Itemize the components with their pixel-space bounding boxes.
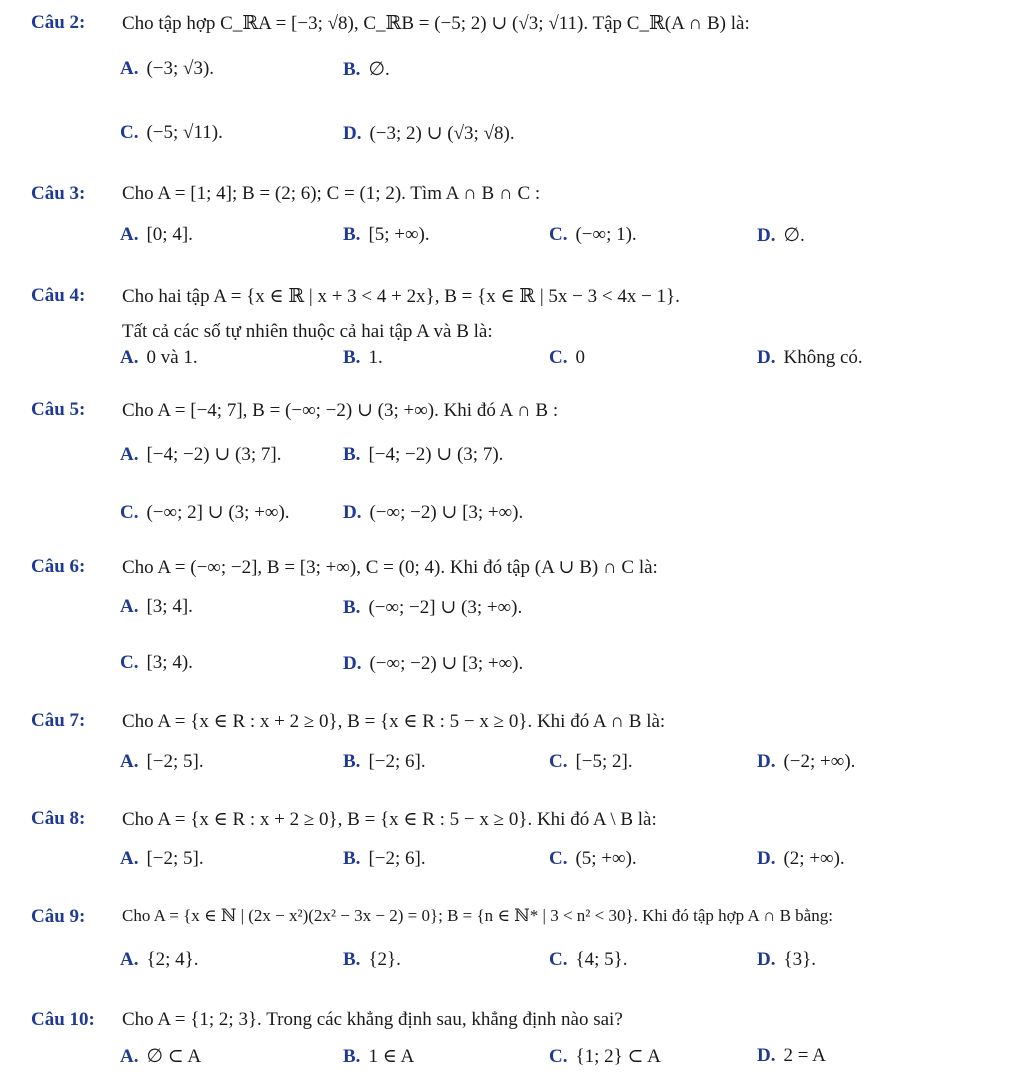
option-key: D.: [757, 949, 776, 970]
option-text: {1; 2} ⊂ A: [575, 1046, 661, 1067]
option-text: [−2; 6].: [368, 848, 426, 869]
option-text: {3}.: [783, 949, 816, 970]
option-key: B.: [343, 347, 361, 368]
question-label: Câu 3:: [31, 183, 86, 204]
option-text: [−4; −2) ∪ (3; 7].: [146, 444, 282, 465]
option-b[interactable]: [343, 347, 383, 369]
option-c[interactable]: [549, 751, 633, 773]
option-a[interactable]: [120, 949, 199, 971]
option-key: B.: [343, 444, 361, 465]
option-d[interactable]: [343, 501, 523, 524]
option-b[interactable]: [343, 58, 390, 81]
option-c[interactable]: [549, 1045, 661, 1068]
option-text: (−∞; 1).: [575, 224, 637, 245]
option-key: B.: [343, 1046, 361, 1067]
option-c[interactable]: [120, 501, 290, 524]
option-text: (−2; +∞).: [783, 751, 856, 772]
option-text: (5; +∞).: [575, 848, 637, 869]
question-label: Câu 10:: [31, 1009, 95, 1030]
option-key: C.: [120, 502, 139, 523]
option-key: C.: [549, 848, 568, 869]
option-key: B.: [343, 224, 361, 245]
option-b[interactable]: [343, 224, 430, 246]
option-key: A.: [120, 224, 139, 245]
option-key: B.: [343, 597, 361, 618]
option-text: 0 và 1.: [146, 347, 198, 368]
option-b[interactable]: [343, 596, 522, 619]
option-text: [0; 4].: [146, 224, 193, 245]
option-a[interactable]: [120, 443, 281, 466]
option-d[interactable]: [757, 224, 805, 247]
option-c[interactable]: [549, 848, 637, 870]
option-key: C.: [549, 949, 568, 970]
option-key: D.: [757, 848, 776, 869]
question-label: Câu 4:: [31, 285, 86, 306]
option-key: D.: [757, 1045, 776, 1066]
option-text: 1 ∈ A: [368, 1046, 415, 1067]
option-key: B.: [343, 751, 361, 772]
question-label: Câu 6:: [31, 556, 86, 577]
option-key: A.: [120, 347, 139, 368]
option-a[interactable]: [120, 751, 204, 773]
question-label: Câu 2:: [31, 12, 86, 33]
question-label: Câu 7:: [31, 710, 86, 731]
question-stem: Cho A = {x ∈ R : x + 2 ≥ 0}, B = {x ∈ R : 5 − x ≥ 0}. Khi đó A ∩ B là:: [122, 711, 666, 732]
option-text: (−∞; −2] ∪ (3; +∞).: [368, 597, 523, 618]
option-key: A.: [120, 949, 139, 970]
question-stem: Cho hai tập A = {x ∈ ℝ | x + 3 < 4 + 2x}, B = {x ∈ ℝ | 5x − 3 < 4x − 1}.: [122, 286, 680, 307]
option-c[interactable]: [549, 949, 628, 971]
option-key: A.: [120, 1046, 139, 1067]
option-text: [3; 4).: [146, 652, 193, 673]
option-key: C.: [549, 751, 568, 772]
option-a[interactable]: [120, 58, 214, 80]
option-a[interactable]: [120, 848, 204, 870]
option-c[interactable]: [120, 652, 193, 674]
option-text: [−4; −2) ∪ (3; 7).: [368, 444, 504, 465]
option-d[interactable]: [757, 1045, 826, 1067]
option-key: A.: [120, 58, 139, 79]
option-c[interactable]: [120, 122, 223, 144]
option-text: (−∞; −2) ∪ [3; +∞).: [369, 502, 524, 523]
option-key: D.: [757, 751, 776, 772]
question-label: Câu 9:: [31, 906, 86, 927]
question-label: Câu 5:: [31, 399, 86, 420]
option-key: C.: [549, 1046, 568, 1067]
option-text: (−∞; −2) ∪ [3; +∞).: [369, 653, 524, 674]
option-key: A.: [120, 751, 139, 772]
option-key: A.: [120, 848, 139, 869]
option-key: A.: [120, 596, 139, 617]
option-key: D.: [343, 653, 362, 674]
option-text: (−3; √3).: [146, 58, 215, 79]
question-stem: Cho A = [−4; 7], B = (−∞; −2) ∪ (3; +∞). Khi đó A ∩ B :: [122, 400, 559, 421]
option-text: ∅.: [783, 225, 805, 246]
option-text: [−2; 6].: [368, 751, 426, 772]
option-d[interactable]: [343, 652, 523, 675]
option-key: B.: [343, 848, 361, 869]
option-key: D.: [757, 347, 776, 368]
question-stem: Cho A = {1; 2; 3}. Trong các khẳng định sau, khẳng định nào sai?: [122, 1009, 623, 1030]
option-text: {2; 4}.: [146, 949, 199, 970]
option-c[interactable]: [549, 224, 637, 246]
option-b[interactable]: [343, 443, 503, 466]
option-text: 1.: [368, 347, 383, 368]
option-text: {4; 5}.: [575, 949, 628, 970]
option-text: {2}.: [368, 949, 401, 970]
option-key: C.: [549, 347, 568, 368]
option-text: ∅.: [368, 59, 390, 80]
option-text: 2 = A: [783, 1045, 826, 1066]
option-text: [−2; 5].: [146, 848, 204, 869]
option-text: [−5; 2].: [575, 751, 633, 772]
option-text: (2; +∞).: [783, 848, 845, 869]
option-key: C.: [549, 224, 568, 245]
option-key: D.: [343, 123, 362, 144]
option-text: 0: [575, 347, 585, 368]
option-b[interactable]: [343, 949, 401, 971]
option-d[interactable]: [343, 122, 515, 145]
question-stem: Cho A = [1; 4]; B = (2; 6); C = (1; 2). Tìm A ∩ B ∩ C :: [122, 183, 541, 204]
option-a[interactable]: [120, 224, 193, 246]
option-a[interactable]: [120, 1045, 201, 1068]
option-text: (−∞; 2] ∪ (3; +∞).: [146, 502, 290, 523]
option-b[interactable]: [343, 751, 426, 773]
option-key: D.: [757, 225, 776, 246]
question-stem-line-2: Tất cả các số tự nhiên thuộc cả hai tập A và B là:: [122, 321, 493, 342]
option-text: [3; 4].: [146, 596, 193, 617]
option-text: (−3; 2) ∪ (√3; √8).: [369, 123, 515, 144]
option-key: C.: [120, 652, 139, 673]
question-stem: Cho A = {x ∈ R : x + 2 ≥ 0}, B = {x ∈ R : 5 − x ≥ 0}. Khi đó A \ B là:: [122, 809, 657, 830]
option-key: D.: [343, 502, 362, 523]
option-d[interactable]: [757, 848, 845, 870]
option-b[interactable]: [343, 848, 426, 870]
question-stem: Cho A = {x ∈ ℕ | (2x − x²)(2x² − 3x − 2) = 0}; B = {n ∈ ℕ* | 3 < n² < 30}. Khi đó tập hợp A ∩ B bằng:: [122, 906, 833, 925]
option-text: (−5; √11).: [146, 122, 223, 143]
option-key: A.: [120, 444, 139, 465]
option-d[interactable]: [757, 347, 863, 369]
question-stem: Cho tập hợp C_ℝA = [−3; √8), C_ℝB = (−5; 2) ∪ (√3; √11). Tập C_ℝ(A ∩ B) là:: [122, 13, 750, 34]
option-key: B.: [343, 949, 361, 970]
question-label: Câu 8:: [31, 808, 86, 829]
question-stem: Cho A = (−∞; −2], B = [3; +∞), C = (0; 4). Khi đó tập (A ∪ B) ∩ C là:: [122, 557, 658, 578]
option-text: [−2; 5].: [146, 751, 204, 772]
option-text: ∅ ⊂ A: [146, 1046, 202, 1067]
option-text: [5; +∞).: [368, 224, 430, 245]
option-d[interactable]: [757, 751, 855, 773]
option-key: C.: [120, 122, 139, 143]
option-c[interactable]: [549, 347, 585, 369]
option-key: B.: [343, 59, 361, 80]
option-b[interactable]: [343, 1045, 414, 1068]
option-text: Không có.: [783, 347, 863, 368]
option-a[interactable]: [120, 596, 193, 618]
option-d[interactable]: [757, 949, 816, 971]
option-a[interactable]: [120, 347, 198, 369]
